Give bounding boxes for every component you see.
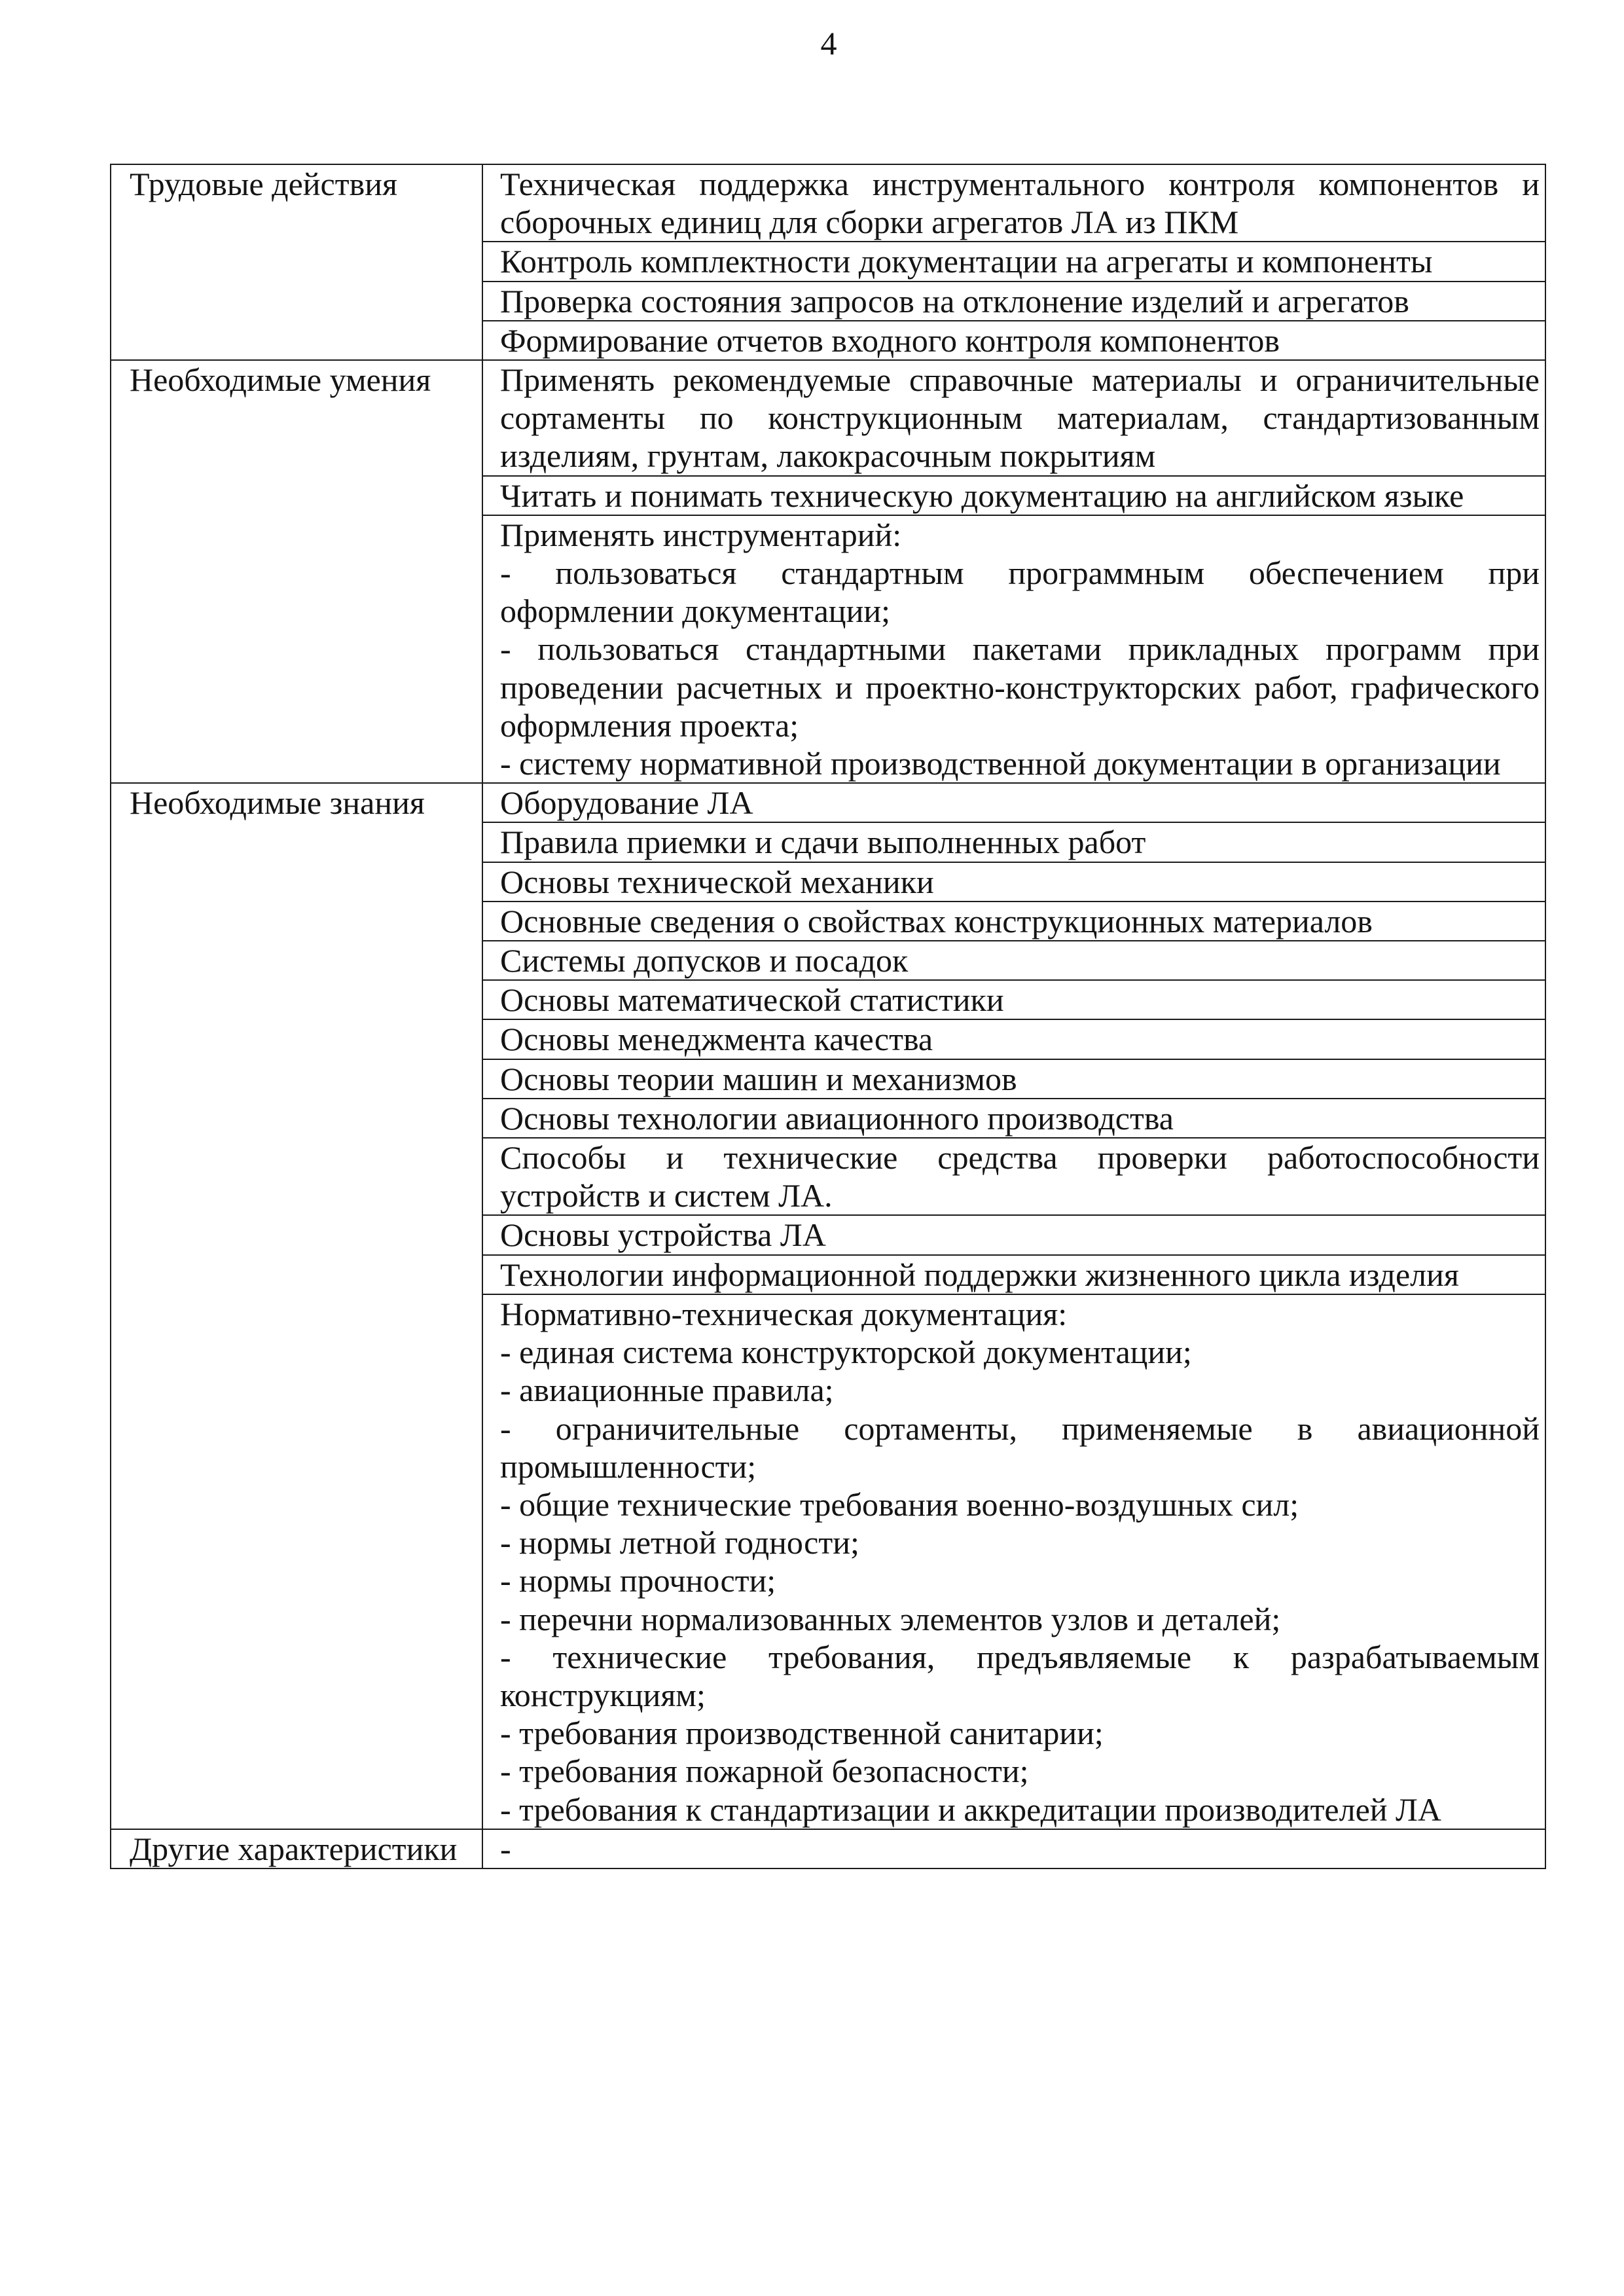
- content-cell: [482, 360, 1545, 476]
- content-cell: [482, 1138, 1545, 1215]
- content-cell: [482, 822, 1545, 862]
- text-line: устройств и систем ЛА.: [500, 1177, 833, 1214]
- text-line: изделиям, грунтам, лакокрасочным покрытиям: [500, 437, 1156, 475]
- text-line: Основы теории машин и механизмов: [500, 1060, 1017, 1097]
- text-line: Техническая поддержка инструментального контроля компонентов и: [500, 166, 1540, 202]
- competency-table: [110, 164, 1546, 1869]
- text-line: Формирование отчетов входного контроля компонентов: [500, 321, 1280, 359]
- content-cell: [482, 1255, 1545, 1294]
- text-line: - ограничительные сортаменты, применяемые в авиационной: [500, 1410, 1540, 1447]
- text-line: конструкциям;: [500, 1676, 706, 1713]
- text-line: промышленности;: [500, 1448, 757, 1485]
- text-line: Основы технологии авиационного производства: [500, 1099, 1174, 1137]
- content-cell: [482, 1099, 1545, 1138]
- content-cell: [482, 476, 1545, 515]
- table-row: [111, 164, 1545, 242]
- text-line: - перечни нормализованных элементов узлов и деталей;: [500, 1600, 1281, 1637]
- text-line: сборочных единиц для сборки агрегатов ЛА из ПКМ: [500, 204, 1239, 241]
- text-line: проведении расчетных и проектно-конструкторских работ, графического: [500, 668, 1540, 706]
- content-cell: [482, 515, 1545, 783]
- text-line: Системы допусков и посадок: [500, 942, 909, 979]
- text-line: оформлении документации;: [500, 592, 890, 630]
- text-line: Нормативно-техническая документация:: [500, 1295, 1068, 1332]
- text-line: Способы и технические средства проверки работоспособности: [500, 1139, 1540, 1176]
- section-label-required-knowledge: Необходимые знания: [111, 783, 482, 1829]
- text-line: сортаменты по конструкционным материалам, стандартизованным: [500, 399, 1540, 437]
- text-line: Основы технической механики: [500, 863, 934, 900]
- text-line: - нормы прочности;: [500, 1562, 776, 1599]
- text-line: - требования к стандартизации и аккредитации производителей ЛА: [500, 1791, 1442, 1828]
- section-label-labor-actions: Трудовые действия: [111, 164, 482, 360]
- content-cell: [482, 941, 1545, 980]
- content-cell: [482, 1829, 1545, 1868]
- text-line: Основные сведения о свойствах конструкционных материалов: [500, 902, 1373, 939]
- text-line: -: [500, 1830, 511, 1867]
- content-cell: [482, 980, 1545, 1019]
- text-line: Правила приемки и сдачи выполненных работ: [500, 824, 1146, 861]
- table-row: [111, 360, 1545, 476]
- text-line: - нормы летной годности;: [500, 1524, 859, 1561]
- text-line: Оборудование ЛА: [500, 784, 753, 822]
- text-line: Применять инструментарий:: [500, 516, 902, 553]
- text-line: - пользоваться стандартными пакетами прикладных программ при: [500, 630, 1540, 668]
- text-line: - систему нормативной производственной документации в организации: [500, 745, 1501, 782]
- content-cell: [482, 1019, 1545, 1059]
- text-line: - общие технические требования военно-воздушных сил;: [500, 1485, 1299, 1523]
- text-line: Основы математической статистики: [500, 981, 1004, 1019]
- content-cell: [482, 1294, 1545, 1829]
- text-line: Проверка состояния запросов на отклонение изделий и агрегатов: [500, 282, 1409, 319]
- text-line: - авиационные правила;: [500, 1372, 834, 1409]
- text-line: Контроль комплектности документации на агрегаты и компоненты: [500, 243, 1433, 280]
- section-label-other-characteristics: Другие характеристики: [111, 1829, 482, 1868]
- content-cell: [482, 862, 1545, 902]
- text-line: - требования пожарной безопасности;: [500, 1753, 1029, 1790]
- section-label-required-skills: Необходимые умения: [111, 360, 482, 783]
- text-line: Основы устройства ЛА: [500, 1216, 826, 1254]
- content-cell: [482, 321, 1545, 360]
- content-cell: [482, 282, 1545, 321]
- content-cell: [482, 1059, 1545, 1099]
- text-line: Основы менеджмента качества: [500, 1021, 933, 1058]
- text-line: - пользоваться стандартным программным обеспечением при: [500, 555, 1540, 592]
- text-line: - требования производственной санитарии;: [500, 1715, 1104, 1752]
- page-number: 4: [820, 25, 837, 62]
- content-cell: [482, 164, 1545, 242]
- table-row: [111, 783, 1545, 822]
- text-line: Читать и понимать техническую документацию на английском языке: [500, 477, 1464, 514]
- text-line: - единая система конструкторской документации;: [500, 1334, 1192, 1371]
- text-line: оформления проекта;: [500, 706, 799, 744]
- content-cell: [482, 1215, 1545, 1254]
- text-line: Технологии информационной поддержки жизненного цикла изделия: [500, 1256, 1459, 1293]
- text-line: Применять рекомендуемые справочные материалы и ограничительные: [500, 361, 1540, 399]
- table-row: [111, 1829, 1545, 1868]
- content-cell: [482, 242, 1545, 281]
- text-line: - технические требования, предъявляемые к разрабатываемым: [500, 1638, 1540, 1675]
- content-cell: [482, 783, 1545, 822]
- content-cell: [482, 902, 1545, 941]
